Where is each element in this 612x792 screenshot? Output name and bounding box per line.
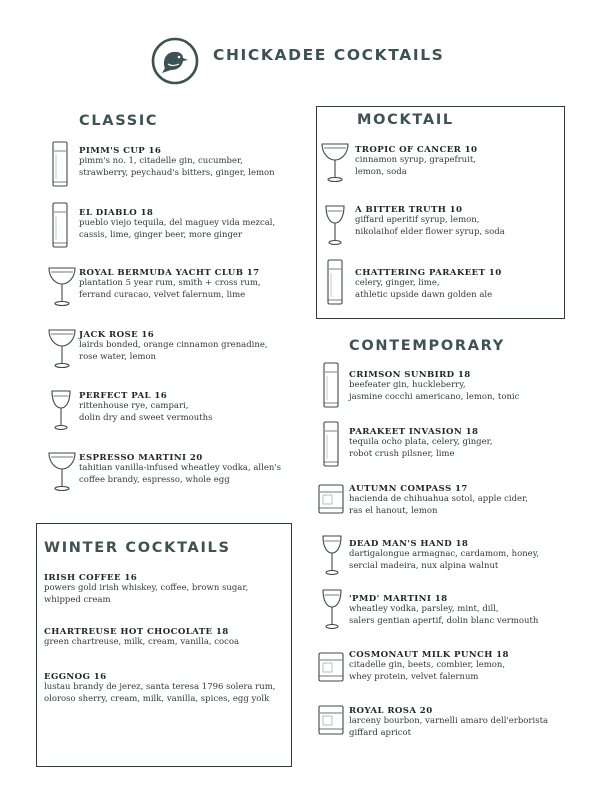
item-description: green chartreuse, milk, cream, vanilla, cocoa	[44, 637, 240, 647]
contemporary-menu-item	[349, 484, 528, 517]
item-description: wheatley vodka, parsley, mint, dill,	[349, 604, 499, 614]
coupe-glass-icon	[48, 450, 76, 492]
item-description: citadelle gin, beets, combier, lemon,	[349, 660, 506, 670]
item-name: A BITTER TRUTH 10	[355, 205, 463, 215]
item-description: lustau brandy de jerez, santa teresa 1796 solera rum,	[44, 682, 276, 692]
winter-menu-item	[44, 672, 275, 705]
item-description: pimm's no. 1, citadelle gin, cucumber,	[79, 156, 243, 166]
highball-glass-icon	[52, 202, 68, 248]
item-description: dolin dry and sweet vermouths	[79, 412, 213, 423]
item-name: 'PMD' MARTINI 18	[349, 594, 448, 604]
item-name: EL DIABLO 18	[79, 208, 154, 218]
item-name: DEAD MAN'S HAND 18	[349, 539, 469, 549]
item-description: whey protein, velvet falernum	[349, 671, 479, 682]
highball-glass-icon	[323, 421, 339, 467]
item-name: JACK ROSE 16	[79, 330, 155, 340]
item-name: AUTUMN COMPASS 17	[349, 484, 468, 494]
rocks-glass-icon	[318, 484, 344, 514]
item-description: nikolaihof elder flower syrup, soda	[355, 226, 505, 237]
item-description: salers gentian apertif, dolin blanc vermouth	[349, 615, 539, 626]
item-name: CHATTERING PARAKEET 10	[355, 268, 502, 278]
item-description: hacienda de chihuahua sotol, apple cider,	[349, 494, 528, 504]
item-description: giffard aperitif syrup, lemon,	[355, 215, 480, 225]
classic-menu-item	[79, 208, 275, 241]
classic-menu-item	[79, 146, 275, 179]
item-description: cinnamon syrup, grapefruit,	[355, 155, 476, 165]
item-description: larceny bourbon, varnelli amaro dell'erborista	[349, 716, 549, 726]
item-description: pueblo viejo tequila, del maguey vida mezcal,	[79, 218, 276, 228]
item-description: strawberry, peychaud's bitters, ginger, lemon	[79, 167, 275, 178]
item-name: IRISH COFFEE 16	[44, 573, 138, 583]
item-description: dartigalongue armagnac, cardamom, honey,	[349, 549, 540, 559]
item-description: beefeater gin, huckleberry,	[349, 380, 466, 390]
winter-menu-item	[44, 627, 239, 649]
section-title-classic: CLASSIC	[79, 113, 159, 129]
item-description: jasmine cocchi americano, lemon, tonic	[349, 391, 520, 402]
nick-and-nora-glass-icon	[321, 534, 343, 576]
item-description: athletic upside dawn golden ale	[355, 289, 493, 300]
contemporary-menu-item	[349, 427, 492, 460]
contemporary-menu-item	[349, 706, 548, 739]
item-description: oloroso sherry, cream, milk, vanilla, spices, egg yolk	[44, 693, 270, 704]
item-name: PIMM'S CUP 16	[79, 146, 162, 156]
item-description: celery, ginger, lime,	[355, 278, 440, 288]
item-description: lemon, soda	[355, 166, 407, 177]
item-name: ROYAL BERMUDA YACHT CLUB 17	[79, 268, 260, 278]
item-name: ESPRESSO MARTINI 20	[79, 453, 203, 463]
item-name: CHARTREUSE HOT CHOCOLATE 18	[44, 627, 229, 637]
item-name: PERFECT PAL 16	[79, 391, 168, 401]
item-name: EGGNOG 16	[44, 672, 107, 682]
item-name: ROYAL ROSA 20	[349, 706, 433, 716]
item-description: plantation 5 year rum, smith + cross rum,	[79, 278, 261, 288]
item-description: whipped cream	[44, 594, 111, 605]
highball-glass-icon	[52, 141, 68, 187]
contemporary-menu-item	[349, 370, 519, 403]
nick-and-nora-glass-icon	[321, 588, 343, 630]
section-title-contemporary: CONTEMPORARY	[349, 338, 505, 354]
item-description: lairds bonded, orange cinnamon grenadine,	[79, 340, 268, 350]
highball-glass-icon	[323, 362, 339, 408]
item-description: ferrand curacao, velvet falernum, lime	[79, 289, 246, 300]
item-name: COSMONAUT MILK PUNCH 18	[349, 650, 509, 660]
item-description: tequila ocho plata, celery, ginger,	[349, 437, 493, 447]
item-description: powers gold irish whiskey, coffee, brown sugar,	[44, 583, 249, 593]
item-description: cassis, lime, ginger beer, more ginger	[79, 229, 243, 240]
brand-title: CHICKADEE COCKTAILS	[213, 46, 445, 64]
section-title-mocktail: MOCKTAIL	[357, 112, 454, 128]
contemporary-menu-item	[349, 650, 509, 683]
contemporary-menu-item	[349, 594, 538, 627]
section-title-winter: WINTER COCKTAILS	[44, 540, 231, 556]
winter-menu-item	[44, 573, 248, 606]
chickadee-bird-icon	[150, 36, 200, 86]
highball-glass-icon	[327, 259, 343, 305]
item-description: robot crush pilsner, lime	[349, 448, 455, 459]
item-description: rose water, lemon	[79, 351, 156, 362]
item-description: giffard apricot	[349, 727, 412, 738]
classic-menu-item	[79, 453, 281, 486]
rocks-glass-icon	[318, 652, 344, 682]
coupe-glass-icon	[321, 141, 349, 183]
mocktail-menu-item	[355, 205, 505, 238]
coupe-glass-icon	[48, 327, 76, 369]
item-description: ras el hanout, lemon	[349, 505, 438, 516]
nick-and-nora-glass-icon	[324, 204, 346, 246]
item-description: rittenhouse rye, campari,	[79, 401, 189, 411]
item-name: PARAKEET INVASION 18	[349, 427, 479, 437]
item-name: CRIMSON SUNBIRD 18	[349, 370, 471, 380]
nick-and-nora-glass-icon	[50, 389, 72, 431]
classic-menu-item	[79, 391, 212, 424]
contemporary-menu-item	[349, 539, 539, 572]
mocktail-menu-item	[355, 268, 502, 301]
classic-menu-item	[79, 330, 268, 363]
classic-menu-item	[79, 268, 261, 301]
item-name: TROPIC OF CANCER 10	[355, 145, 478, 155]
coupe-glass-icon	[48, 265, 76, 307]
rocks-glass-icon	[318, 705, 344, 735]
item-description: tahitian vanilla-infused wheatley vodka, allen's	[79, 463, 282, 473]
item-description: coffee brandy, espresso, whole egg	[79, 474, 230, 485]
item-description: sercial madeira, nux alpina walnut	[349, 560, 499, 571]
mocktail-menu-item	[355, 145, 477, 178]
